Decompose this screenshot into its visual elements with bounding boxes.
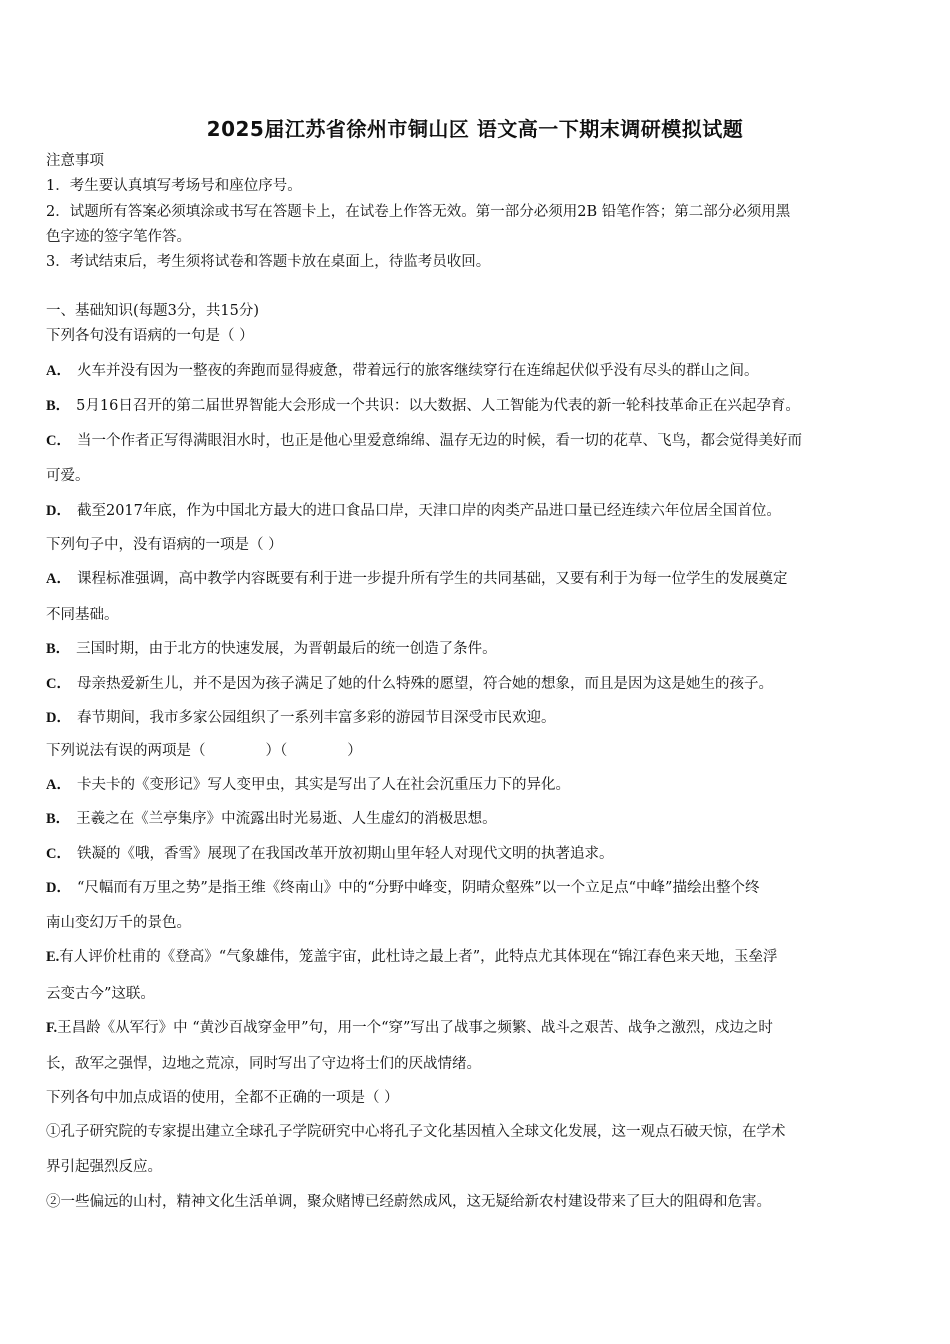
q1-option-c-text: 当一个作者正写得满眼泪水时，也正是他心里爱意绵绵、温存无边的时候，看一切的花草、飞鸟，都会觉得美好而 <box>76 433 802 449</box>
q2-option-d-text: 春节期间，我市多家公园组织了一系列丰富多彩的游园节目深受市民欢迎。 <box>76 710 556 726</box>
section-heading: 一、基础知识(每题3分，共15分) <box>46 303 259 319</box>
q1-option-d-text: 截至2017年底，作为中国北方最大的进口食品口岸，天津口岸的肉类产品进口量已经连续六年位居全国首位。 <box>76 503 781 519</box>
q2-option-d <box>46 708 555 728</box>
q1-option-a <box>46 361 758 381</box>
q3-option-c <box>46 844 613 864</box>
q3-option-e-label: E. <box>46 949 60 965</box>
q1-option-d <box>46 501 781 521</box>
q1-option-c-cont: 可爱。 <box>46 468 90 484</box>
q2-option-a-cont: 不同基础。 <box>46 607 119 623</box>
q2-stem: 下列句子中，没有语病的一项是（ ） <box>46 537 283 553</box>
q4-sentence-1-cont: 界引起强烈反应。 <box>46 1159 162 1175</box>
q4-stem: 下列各句中加点成语的使用，全都不正确的一项是（ ） <box>46 1090 399 1106</box>
q3-option-a <box>46 775 570 795</box>
q1-option-d-label: D． <box>46 503 71 519</box>
q3-option-e-text: 有人评价杜甫的《登高》“气象雄伟，笼盖宇宙，此杜诗之最上者”，此特点尤其体现在“锦江春色来天地，玉垒浮 <box>59 949 778 965</box>
q3-option-f-label: F. <box>46 1020 58 1036</box>
q3-option-b <box>46 809 497 829</box>
q3-option-e <box>46 947 778 967</box>
q3-option-b-text: 王羲之在《兰亭集序》中流露出时光易逝、人生虚幻的消极思想。 <box>76 811 497 827</box>
q2-option-c <box>46 674 773 694</box>
q1-option-c-label: C． <box>46 433 71 449</box>
q1-option-a-text: 火车并没有因为一整夜的奔跑而显得疲惫，带着远行的旅客继续穿行在连绵起伏似乎没有尽头的群山之间。 <box>76 363 759 379</box>
q3-stem-c: ） <box>347 743 362 759</box>
q1-stem: 下列各句没有语病的一句是（ ） <box>46 328 254 344</box>
q2-option-a-text: 课程标准强调，高中教学内容既要有利于进一步提升所有学生的共同基础，又要有利于为每一位学生的发展奠定 <box>76 571 788 587</box>
q2-option-b <box>46 639 497 659</box>
q1-option-c <box>46 431 802 451</box>
q3-option-f-text: 王昌龄《从军行》中 “黄沙百战穿金甲”句，用一个“穿”写出了战事之频繁、战斗之艰苦、战争之激烈，戍边之时 <box>57 1020 773 1036</box>
q3-option-f-cont: 长，敌军之强悍，边地之荒凉，同时写出了守边将士们的厌战情绪。 <box>46 1056 481 1072</box>
q2-option-b-text: 三国时期，由于北方的快速发展，为晋朝最后的统一创造了条件。 <box>76 641 497 657</box>
notice-heading: 注意事项 <box>46 153 104 169</box>
notice-item-2: 2．试题所有答案必须填涂或书写在答题卡上，在试卷上作答无效。第一部分必须用2B 铅笔作答；第二部分必须用黑 <box>46 204 791 220</box>
q1-option-b-label: B． <box>46 398 71 414</box>
q2-option-b-label: B． <box>46 641 71 657</box>
q4-sentence-1: ①孔子研究院的专家提出建立全球孔子学院研究中心将孔子文化基因植入全球文化发展，这一观点石破天惊，在学术 <box>46 1124 786 1140</box>
q3-stem-b: ）（ <box>265 743 288 759</box>
page-title: 2025届江苏省徐州市铜山区 语文高一下期末调研模拟试题 <box>206 117 744 141</box>
q2-option-a-label: A． <box>46 571 71 587</box>
q2-option-c-text: 母亲热爱新生儿，并不是因为孩子满足了她的什么特殊的愿望，符合她的想象，而且是因为这是她生的孩子。 <box>76 676 773 692</box>
notice-item-3: 3．考试结束后，考生须将试卷和答题卡放在桌面上，待监考员收回。 <box>46 254 491 270</box>
q3-option-a-text: 卡夫卡的《变形记》写人变甲虫，其实是写出了人在社会沉重压力下的异化。 <box>76 777 570 793</box>
q1-option-b <box>46 396 800 416</box>
q3-option-d-label: D． <box>46 880 71 896</box>
notice-item-1: 1．考生要认真填写考场号和座位序号。 <box>46 178 302 194</box>
q3-option-a-label: A． <box>46 777 71 793</box>
q4-sentence-2: ②一些偏远的山村，精神文化生活单调，聚众赌博已经蔚然成风，这无疑给新农村建设带来了巨大的阻碍和危害。 <box>46 1194 771 1210</box>
q3-option-b-label: B． <box>46 811 71 827</box>
q3-option-f <box>46 1018 773 1038</box>
q3-option-c-text: 铁凝的《哦，香雪》展现了在我国改革开放初期山里年轻人对现代文明的执著追求。 <box>76 846 614 862</box>
notice-item-2-cont: 色字迹的签字笔作答。 <box>46 229 191 245</box>
q2-option-d-label: D． <box>46 710 71 726</box>
q3-stem <box>46 741 362 761</box>
q3-stem-a: 下列说法有误的两项是（ <box>46 743 206 759</box>
q3-option-c-label: C． <box>46 846 71 862</box>
q3-option-e-cont: 云变古今”这联。 <box>46 986 155 1002</box>
q3-option-d <box>46 878 759 898</box>
q3-option-d-cont: 南山变幻万千的景色。 <box>46 915 191 931</box>
q2-option-c-label: C． <box>46 676 71 692</box>
q3-option-d-text: “尺幅而有万里之势”是指王维《终南山》中的“分野中峰变，阴晴众壑殊”以一个立足点“中峰”描绘出整个终 <box>76 880 760 896</box>
q1-option-a-label: A． <box>46 363 71 379</box>
q1-option-b-text: 5月16日召开的第二届世界智能大会形成一个共识：以大数据、人工智能为代表的新一轮科技革命正在兴起孕育。 <box>76 398 800 414</box>
q2-option-a <box>46 569 787 589</box>
